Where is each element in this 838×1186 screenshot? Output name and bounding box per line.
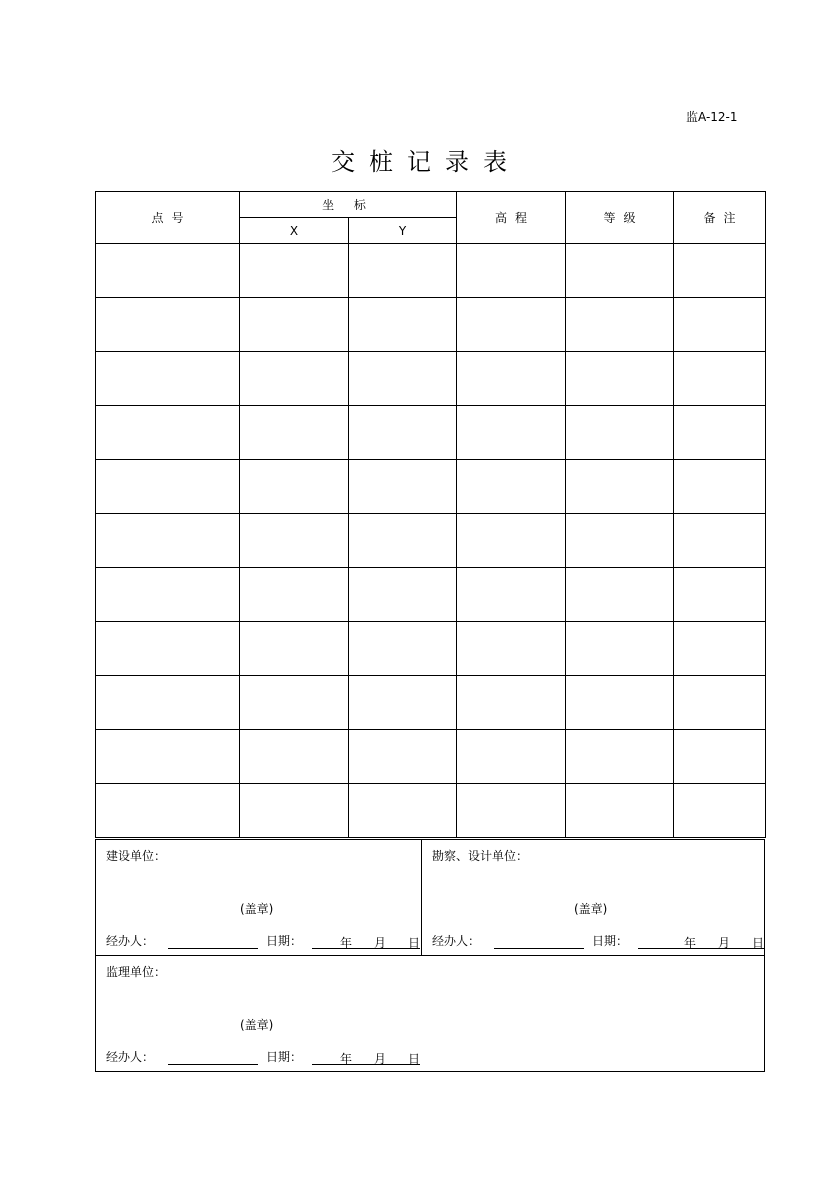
handler-field[interactable]: [168, 934, 258, 949]
cell-point-no[interactable]: [96, 730, 240, 784]
cell-point-no[interactable]: [96, 568, 240, 622]
cell-grade[interactable]: [566, 406, 674, 460]
table-row: [96, 622, 766, 676]
header-elevation: 高程: [457, 192, 566, 244]
cell-grade[interactable]: [566, 352, 674, 406]
handler-label: 经办人：: [432, 934, 481, 948]
cell-y[interactable]: [349, 244, 457, 298]
table-row: [96, 784, 766, 838]
header-grade: 等级: [566, 192, 674, 244]
cell-remarks[interactable]: [674, 244, 766, 298]
cell-point-no[interactable]: [96, 406, 240, 460]
cell-point-no[interactable]: [96, 514, 240, 568]
cell-y[interactable]: [349, 298, 457, 352]
cell-point-no[interactable]: [96, 676, 240, 730]
cell-x[interactable]: [240, 730, 349, 784]
cell-remarks[interactable]: [674, 514, 766, 568]
signature-line: [106, 932, 420, 949]
date-field[interactable]: 年 月 日: [312, 1050, 420, 1065]
header-remarks: 备注: [674, 192, 766, 244]
cell-point-no[interactable]: [96, 622, 240, 676]
cell-remarks[interactable]: [674, 784, 766, 838]
cell-elevation[interactable]: [457, 514, 566, 568]
cell-remarks[interactable]: [674, 622, 766, 676]
table-row: [96, 352, 766, 406]
cell-grade[interactable]: [566, 730, 674, 784]
cell-remarks[interactable]: [674, 568, 766, 622]
cell-elevation[interactable]: [457, 298, 566, 352]
pile-handover-table: [95, 191, 766, 838]
cell-point-no[interactable]: [96, 352, 240, 406]
page-title: 交桩记录表: [331, 148, 521, 176]
header-y: Y: [349, 218, 457, 244]
cell-elevation[interactable]: [457, 406, 566, 460]
signature-section-top: [95, 839, 765, 956]
cell-y[interactable]: [349, 622, 457, 676]
survey-design-unit-label: 勘察、设计单位：: [432, 849, 529, 863]
header-coordinate: 坐 标: [240, 192, 457, 218]
header-point-no: 点号: [96, 192, 240, 244]
cell-x[interactable]: [240, 352, 349, 406]
cell-elevation[interactable]: [457, 460, 566, 514]
cell-remarks[interactable]: [674, 406, 766, 460]
cell-y[interactable]: [349, 352, 457, 406]
cell-y[interactable]: [349, 514, 457, 568]
handler-field[interactable]: [168, 1050, 258, 1065]
cell-grade[interactable]: [566, 514, 674, 568]
table-row: [96, 244, 766, 298]
seal-label: (盖章): [240, 1018, 274, 1032]
cell-elevation[interactable]: [457, 244, 566, 298]
cell-elevation[interactable]: [457, 676, 566, 730]
handler-field[interactable]: [494, 934, 584, 949]
cell-point-no[interactable]: [96, 460, 240, 514]
cell-remarks[interactable]: [674, 298, 766, 352]
date-label: 日期：: [266, 934, 303, 948]
date-field[interactable]: 年 月 日: [312, 934, 420, 949]
cell-grade[interactable]: [566, 568, 674, 622]
cell-elevation[interactable]: [457, 730, 566, 784]
cell-elevation[interactable]: [457, 784, 566, 838]
cell-x[interactable]: [240, 622, 349, 676]
form-code: 监A-12-1: [686, 110, 738, 124]
cell-point-no[interactable]: [96, 298, 240, 352]
cell-x[interactable]: [240, 568, 349, 622]
cell-y[interactable]: [349, 784, 457, 838]
cell-y[interactable]: [349, 460, 457, 514]
handler-label: 经办人：: [106, 1050, 155, 1064]
cell-x[interactable]: [240, 514, 349, 568]
cell-point-no[interactable]: [96, 784, 240, 838]
header-x: X: [240, 218, 349, 244]
supervision-unit-block: [96, 956, 766, 1071]
cell-grade[interactable]: [566, 622, 674, 676]
cell-elevation[interactable]: [457, 622, 566, 676]
table-row: [96, 460, 766, 514]
cell-x[interactable]: [240, 298, 349, 352]
construction-unit-block: [96, 840, 421, 955]
table-row: [96, 406, 766, 460]
seal-label: (盖章): [240, 902, 274, 916]
cell-y[interactable]: [349, 406, 457, 460]
cell-grade[interactable]: [566, 460, 674, 514]
cell-point-no[interactable]: [96, 244, 240, 298]
cell-grade[interactable]: [566, 244, 674, 298]
table-row: [96, 730, 766, 784]
cell-y[interactable]: [349, 676, 457, 730]
cell-remarks[interactable]: [674, 730, 766, 784]
supervision-unit-label: 监理单位：: [106, 965, 167, 979]
cell-elevation[interactable]: [457, 352, 566, 406]
date-label: 日期：: [266, 1050, 303, 1064]
cell-x[interactable]: [240, 784, 349, 838]
cell-y[interactable]: [349, 730, 457, 784]
handler-label: 经办人：: [106, 934, 155, 948]
table-row: [96, 298, 766, 352]
signature-line: [106, 1048, 420, 1065]
cell-x[interactable]: [240, 244, 349, 298]
survey-design-unit-block: [422, 840, 766, 955]
date-label: 日期：: [592, 934, 629, 948]
cell-remarks[interactable]: [674, 676, 766, 730]
table-row: [96, 514, 766, 568]
signature-line: [432, 932, 764, 949]
construction-unit-label: 建设单位：: [106, 849, 167, 863]
cell-grade[interactable]: [566, 784, 674, 838]
cell-x[interactable]: [240, 676, 349, 730]
cell-remarks[interactable]: [674, 352, 766, 406]
signature-section-bottom: [95, 955, 765, 1072]
cell-remarks[interactable]: [674, 460, 766, 514]
cell-x[interactable]: [240, 460, 349, 514]
cell-y[interactable]: [349, 568, 457, 622]
table-row: [96, 676, 766, 730]
seal-label: (盖章): [574, 902, 608, 916]
table-row: [96, 568, 766, 622]
cell-grade[interactable]: [566, 676, 674, 730]
cell-elevation[interactable]: [457, 568, 566, 622]
date-field[interactable]: 年 月 日: [638, 934, 764, 949]
cell-x[interactable]: [240, 406, 349, 460]
cell-grade[interactable]: [566, 298, 674, 352]
